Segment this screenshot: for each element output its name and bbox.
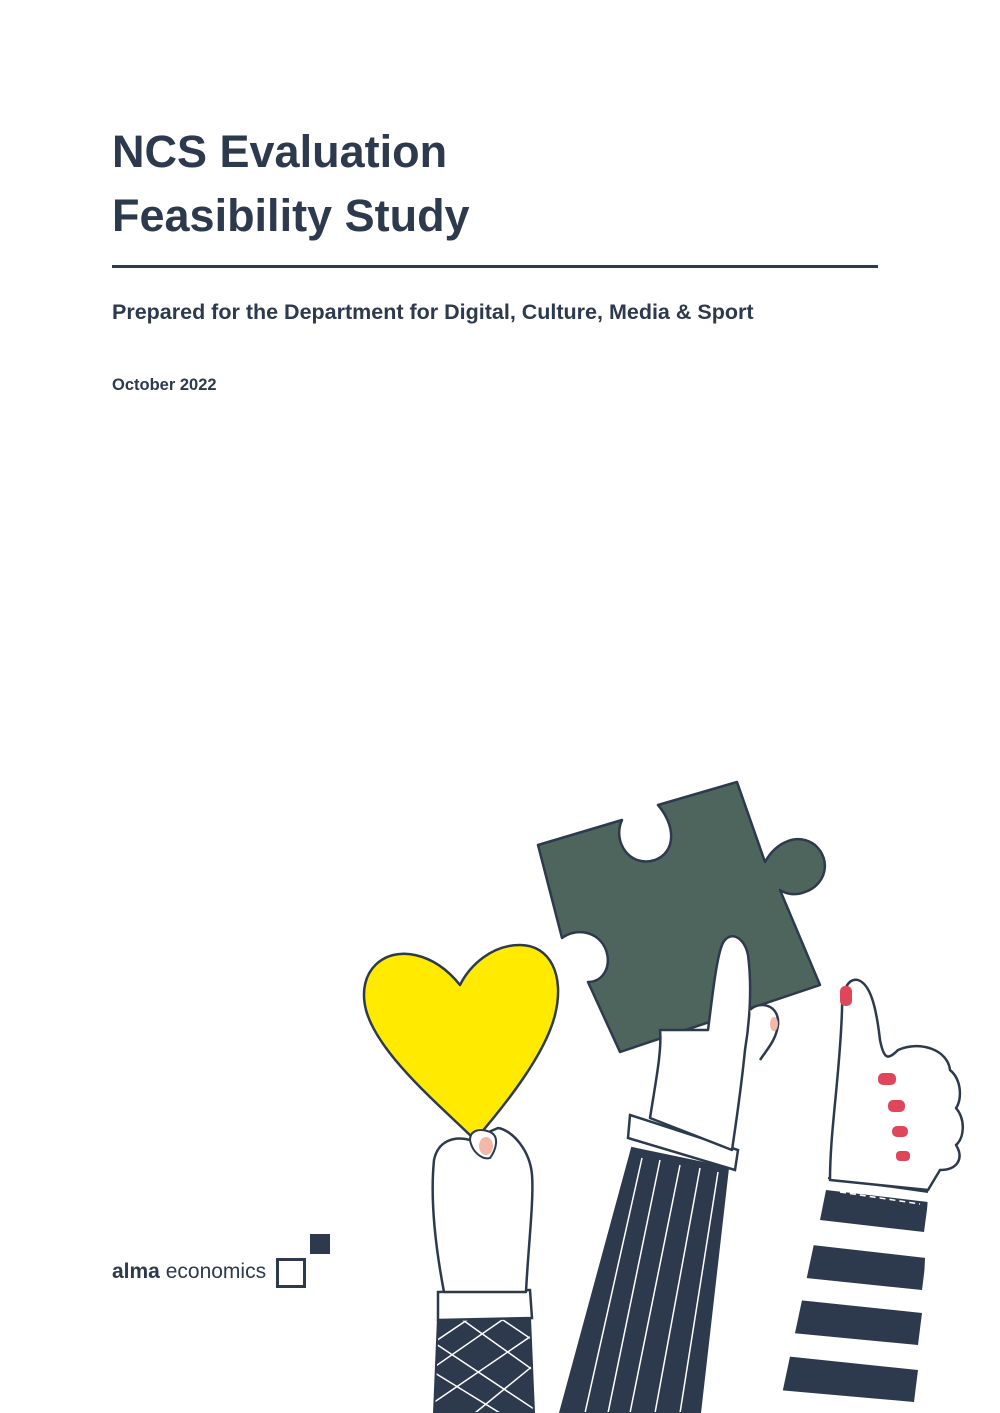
document-title xyxy=(112,120,470,248)
title-divider xyxy=(112,265,878,268)
thumbs-up-icon xyxy=(770,980,963,1413)
raised-hand-left xyxy=(430,1128,540,1413)
logo-word-economics: economics xyxy=(165,1260,267,1283)
title-line-1: NCS Evaluation xyxy=(112,126,448,177)
logo-squares-icon xyxy=(276,1234,330,1288)
title-line-2: Feasibility Study xyxy=(112,190,470,241)
hands-illustration xyxy=(350,770,1000,1413)
alma-economics-logo xyxy=(112,1234,330,1288)
document-date: October 2022 xyxy=(112,376,217,394)
document-subtitle: Prepared for the Department for Digital, Culture, Media & Sport xyxy=(112,300,754,324)
logo-word-alma: alma xyxy=(112,1260,160,1283)
puzzle-piece-icon xyxy=(538,782,825,1052)
heart-icon xyxy=(364,945,558,1158)
logo-wordmark xyxy=(112,1260,266,1288)
